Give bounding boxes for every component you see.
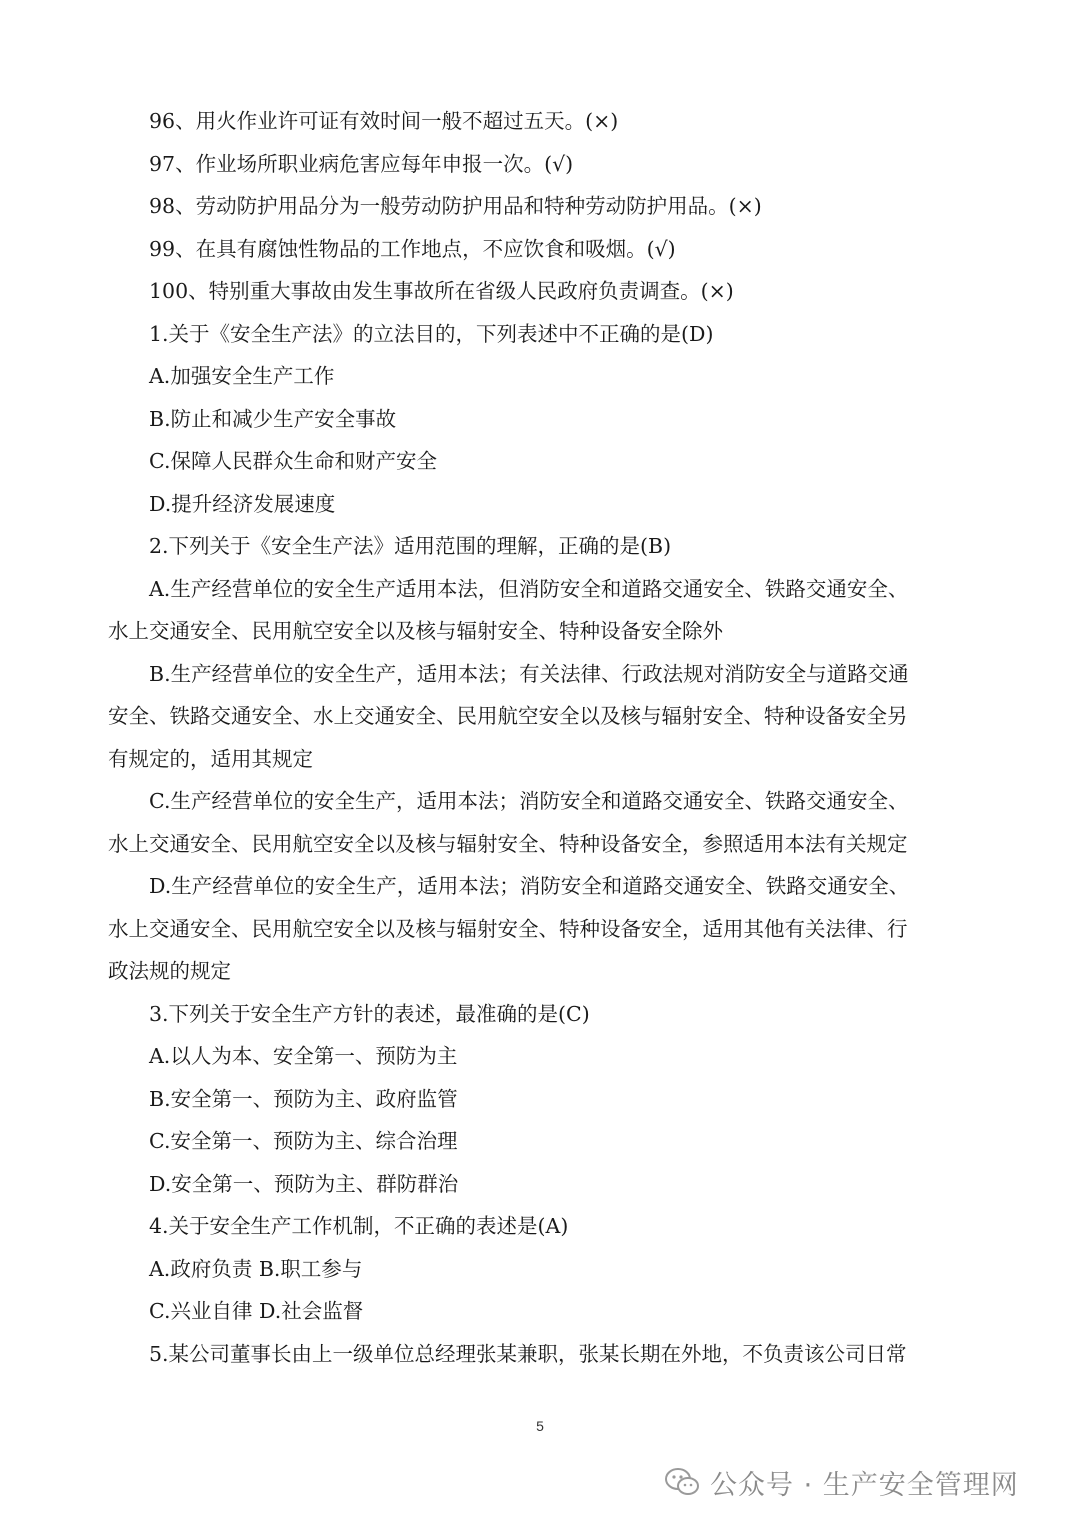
text-line: D.生产经营单位的安全生产，适用本法；消防安全和道路交通安全、铁路交通安全、 <box>149 874 910 898</box>
text-line: 4.关于安全生产工作机制，不正确的表述是(A) <box>149 1214 569 1238</box>
text-line: D.安全第一、预防为主、群防群治 <box>149 1171 459 1196</box>
text-line: 政法规的规定 <box>108 959 231 983</box>
watermark-text: 公众号 · 生产安全管理网 <box>710 1469 1019 1501</box>
text-line: 安全、铁路交通安全、水上交通安全、民用航空安全以及核与辐射安全、特种设备安全另 <box>108 704 908 728</box>
text-line: 97、作业场所职业病危害应每年申报一次。(√) <box>149 151 574 176</box>
text-line: D.提升经济发展速度 <box>149 491 336 516</box>
text-line: C.安全第一、预防为主、综合治理 <box>149 1129 458 1153</box>
text-line: C.生产经营单位的安全生产，适用本法；消防安全和道路交通安全、铁路交通安全、 <box>149 789 909 813</box>
document-body <box>108 100 970 1375</box>
text-line: 水上交通安全、民用航空安全以及核与辐射安全、特种设备安全除外 <box>108 619 723 643</box>
page-number: 5 <box>536 1418 544 1434</box>
text-line: 水上交通安全、民用航空安全以及核与辐射安全、特种设备安全，适用其他有关法律、行 <box>108 916 908 941</box>
text-line: A.政府负责 B.职工参与 <box>149 1256 363 1281</box>
text-line: A.以人为本、安全第一、预防为主 <box>149 1044 458 1068</box>
text-line: 98、劳动防护用品分为一般劳动防护用品和特种劳动防护用品。(×) <box>149 194 762 218</box>
text-line: 100、特别重大事故由发生事故所在省级人民政府负责调查。(×) <box>149 279 734 303</box>
text-line: A.生产经营单位的安全生产适用本法，但消防安全和道路交通安全、铁路交通安全、 <box>149 576 909 601</box>
text-line: 99、在具有腐蚀性物品的工作地点，不应饮食和吸烟。(√) <box>149 236 676 261</box>
text-line: 96、用火作业许可证有效时间一般不超过五天。(×) <box>149 109 619 133</box>
text-line: 2.下列关于《安全生产法》适用范围的理解，正确的是(B) <box>149 534 672 558</box>
text-line: C.保障人民群众生命和财产安全 <box>149 449 437 473</box>
text-line: 3.下列关于安全生产方针的表述，最准确的是(C) <box>149 1001 590 1026</box>
text-line: B.安全第一、预防为主、政府监管 <box>149 1086 458 1111</box>
text-line: B.生产经营单位的安全生产，适用本法；有关法律、行政法规对消防安全与道路交通 <box>149 661 909 686</box>
text-line: 有规定的，适用其规定 <box>108 746 313 771</box>
text-line: 5.某公司董事长由上一级单位总经理张某兼职，张某长期在外地，不负责该公司日常 <box>149 1341 907 1366</box>
text-line: C.兴业自律 D.社会监督 <box>149 1299 364 1323</box>
watermark <box>664 1462 1019 1502</box>
text-line: A.加强安全生产工作 <box>149 364 335 388</box>
wechat-icon <box>664 1466 700 1498</box>
text-line: B.防止和减少生产安全事故 <box>149 406 397 431</box>
text-line: 1.关于《安全生产法》的立法目的，下列表述中不正确的是(D) <box>149 321 714 346</box>
text-line: 水上交通安全、民用航空安全以及核与辐射安全、特种设备安全，参照适用本法有关规定 <box>108 831 908 856</box>
